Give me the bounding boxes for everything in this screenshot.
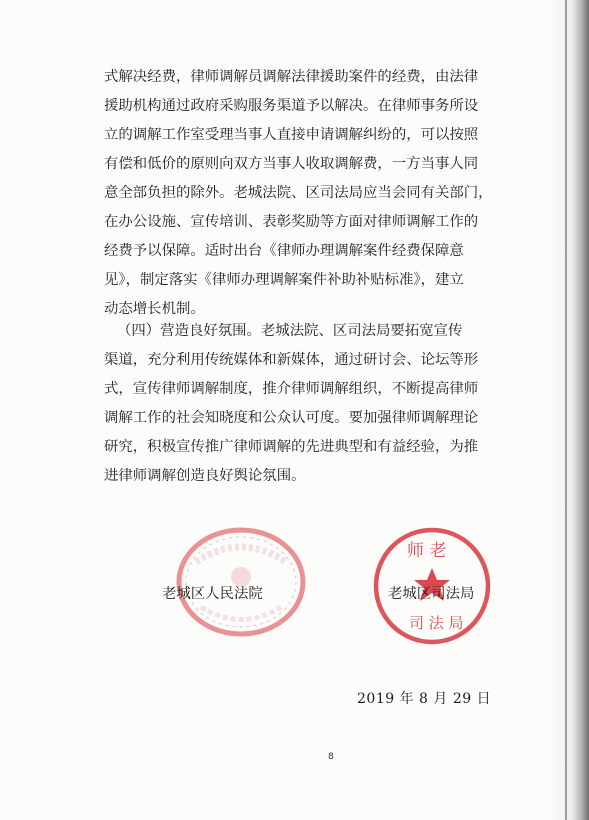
seal-bottom-text: 司 法 局 [409, 614, 464, 632]
page-number: 8 [328, 752, 334, 762]
text-line: 在办公设施、宣传培训、表彰奖励等方面对律师调解工作的 [104, 214, 479, 230]
text-line: 有偿和低价的原则向双方当事人收取调解费，一方当事人同 [104, 156, 479, 172]
signature-court: 老城区人民法院 [162, 586, 263, 602]
text-line: 渠道，充分利用传统媒体和新媒体，通过研讨会、论坛等形 [104, 352, 479, 368]
scan-edge-shadow [551, 0, 589, 820]
text-line: 意全部负担的除外。老城法院、区司法局应当会同有关部门， [104, 185, 493, 201]
paragraph-atmosphere [104, 317, 524, 491]
text-line: 式，宣传律师调解制度，推介律师调解组织，不断提高律师 [104, 381, 479, 397]
text-line: 立的调解工作室受理当事人直接申请调解纠纷的，可以按照 [104, 127, 479, 143]
text-line: 动态增长机制。 [104, 301, 205, 317]
text-line: 经费予以保障。适时出台《律师办理调解案件经费保障意 [104, 243, 464, 259]
text-line: 调解工作的社会知晓度和公众认可度。要加强律师调解理论 [104, 410, 479, 426]
court-seal [166, 522, 316, 642]
seal-top-text: 师 老 [407, 541, 447, 561]
text-line: 见》，制定落实《律师办理调解案件补助补贴标准》，建立 [104, 272, 464, 288]
paragraph-funding [104, 63, 524, 324]
signature-justice-bureau: 老城区司法局 [388, 586, 475, 602]
document-date: 2019 年 8 月 29 日 [357, 691, 492, 707]
text-line: 研究，积极宣传推广律师调解的先进典型和有益经验，为推 [104, 439, 479, 455]
text-line: 进律师调解创造良好舆论氛围。 [104, 468, 306, 484]
text-line: 式解决经费，律师调解员调解法律援助案件的经费，由法律 [104, 69, 479, 85]
scan-edge-line [565, 0, 567, 820]
text-line: 援助机构通过政府采购服务渠道予以解决。在律师事务所设 [104, 98, 479, 114]
text-line: （四）营造良好氛围。老城法院、区司法局要拓宽宣传 [117, 323, 463, 339]
